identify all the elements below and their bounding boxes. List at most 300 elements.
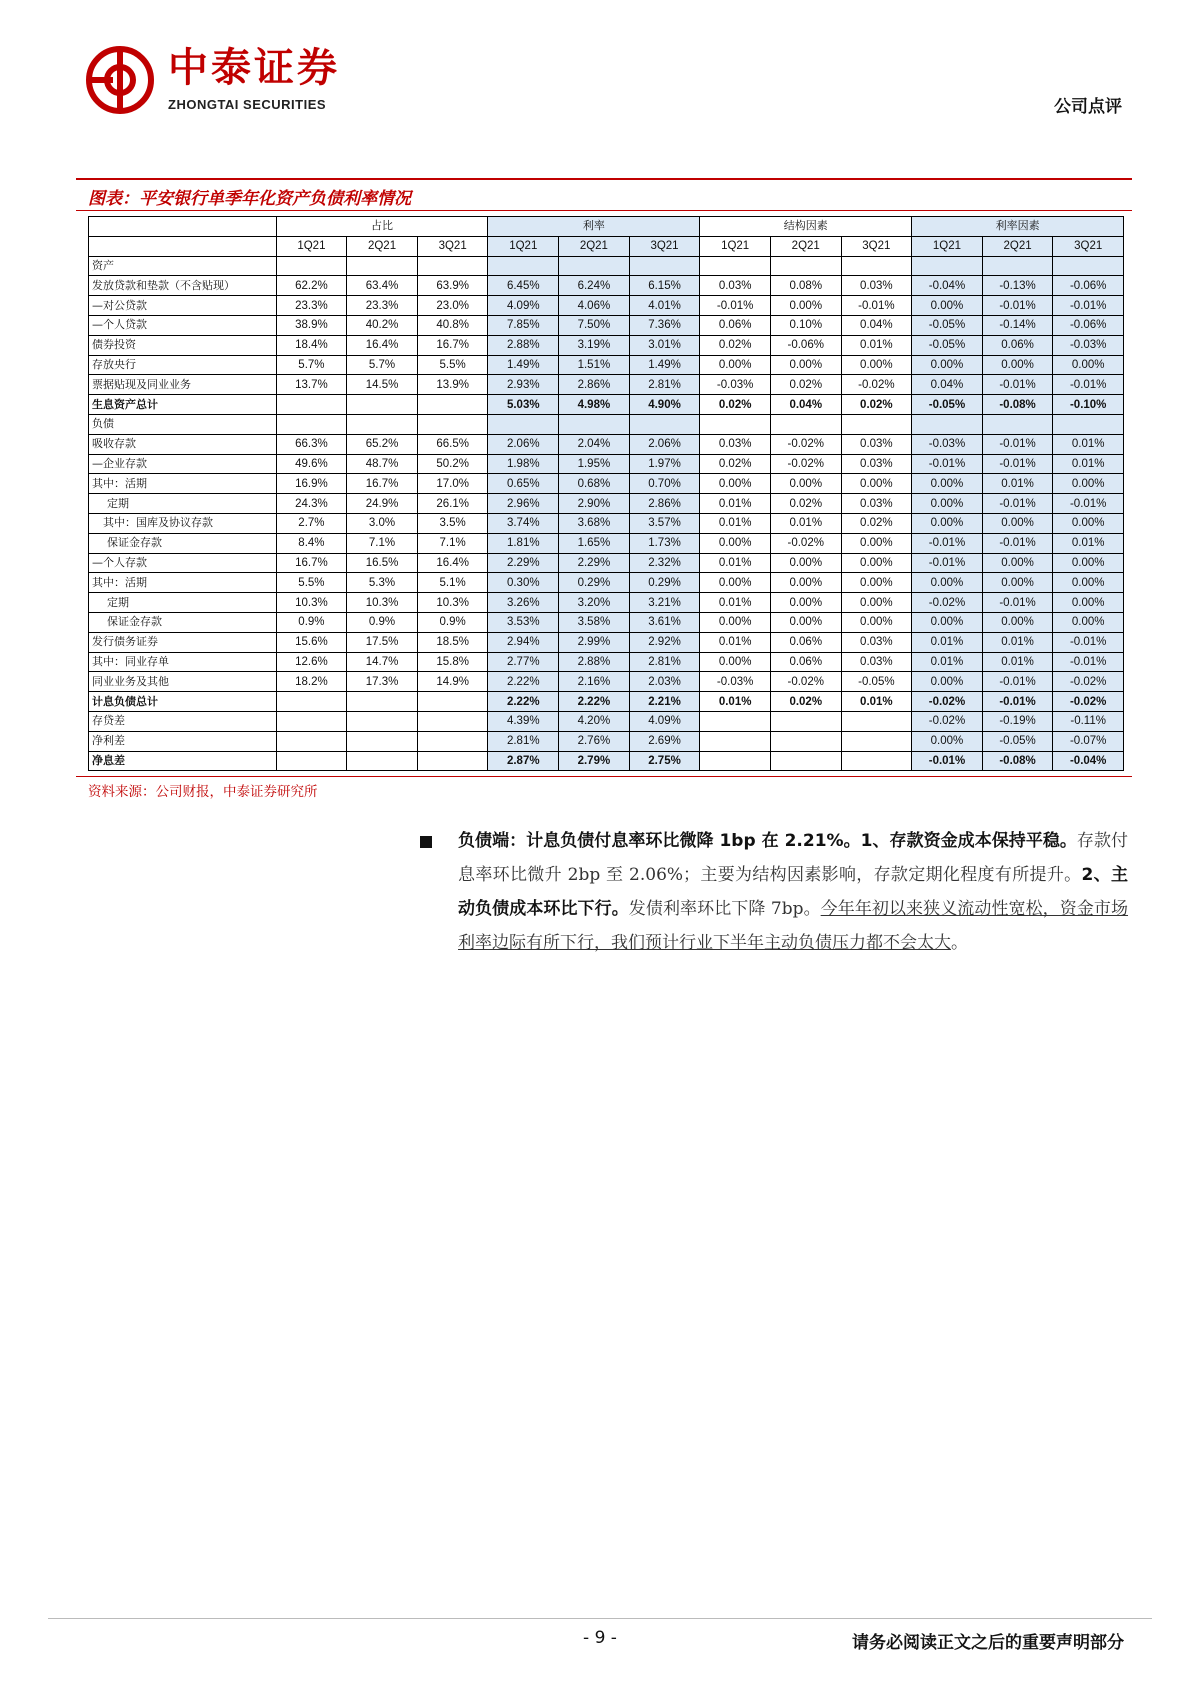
- table-cell: -0.01%: [912, 751, 983, 771]
- table-cell: 2.96%: [488, 494, 559, 514]
- table-cell: [629, 256, 700, 276]
- table-row-label: —对公贷款: [89, 296, 277, 316]
- table-cell: -0.03%: [1053, 335, 1124, 355]
- table-cell: 1.95%: [559, 454, 630, 474]
- table-cell: [347, 256, 418, 276]
- table-cell: -0.05%: [912, 395, 983, 415]
- table-cell: 6.45%: [488, 276, 559, 296]
- company-name-cn: 中泰证券: [168, 45, 340, 91]
- table-cell: 3.74%: [488, 513, 559, 533]
- table-cell: [417, 711, 488, 731]
- table-cell: -0.19%: [982, 711, 1053, 731]
- table-cell: 0.01%: [700, 692, 771, 712]
- table-cell: 50.2%: [417, 454, 488, 474]
- table-cell: -0.04%: [1053, 751, 1124, 771]
- table-cell: [770, 711, 841, 731]
- table-row-label: —企业存款: [89, 454, 277, 474]
- table-cell: 2.7%: [276, 513, 347, 533]
- table-cell: 4.06%: [559, 296, 630, 316]
- table-cell: -0.01%: [982, 692, 1053, 712]
- table-cell: 0.01%: [912, 652, 983, 672]
- table-cell: 40.2%: [347, 315, 418, 335]
- table-cell: 4.39%: [488, 711, 559, 731]
- table-row: [89, 711, 1124, 731]
- table-row: [89, 296, 1124, 316]
- table-cell: -0.01%: [982, 672, 1053, 692]
- para-bold-1: 负债端：计息负债付息率环比微降 1bp 在 2.21%。1、存款资金成本保持平稳。: [458, 831, 1077, 851]
- table-cell: -0.13%: [982, 276, 1053, 296]
- table-cell: 0.01%: [982, 632, 1053, 652]
- table-cell: 24.9%: [347, 494, 418, 514]
- table-quarter-header: 3Q21: [629, 236, 700, 256]
- table-cell: 3.53%: [488, 612, 559, 632]
- table-group-header-row: [89, 217, 1124, 237]
- table-cell: 0.02%: [770, 375, 841, 395]
- table-row: [89, 553, 1124, 573]
- table-cell: 10.3%: [417, 593, 488, 613]
- table-row: [89, 573, 1124, 593]
- table-cell: 0.02%: [700, 395, 771, 415]
- table-cell: -0.01%: [982, 375, 1053, 395]
- table-cell: 5.5%: [417, 355, 488, 375]
- table-cell: 0.00%: [700, 612, 771, 632]
- table-cell: -0.01%: [982, 434, 1053, 454]
- table-cell: 23.0%: [417, 296, 488, 316]
- table-cell: 23.3%: [276, 296, 347, 316]
- table-cell: 0.68%: [559, 474, 630, 494]
- para-end: 。: [951, 933, 968, 953]
- table-cell: 2.87%: [488, 751, 559, 771]
- table-cell: 2.79%: [559, 751, 630, 771]
- table-cell: 66.5%: [417, 434, 488, 454]
- table-cell: 0.00%: [1053, 593, 1124, 613]
- para-text-2: 发债利率环比下降 7bp。: [628, 899, 821, 919]
- table-row: [89, 256, 1124, 276]
- table-cell: 0.00%: [841, 593, 912, 613]
- table-cell: 0.00%: [770, 612, 841, 632]
- table-cell: 10.3%: [276, 593, 347, 613]
- table-cell: 0.00%: [841, 533, 912, 553]
- table-cell: 0.9%: [347, 612, 418, 632]
- table-cell: -0.02%: [1053, 692, 1124, 712]
- table-cell: 5.03%: [488, 395, 559, 415]
- table-cell: 0.00%: [912, 612, 983, 632]
- table-cell: [1053, 256, 1124, 276]
- table-cell: 0.01%: [770, 513, 841, 533]
- table-cell: [770, 414, 841, 434]
- table-cell: 0.10%: [770, 315, 841, 335]
- table-cell: [559, 414, 630, 434]
- table-row: [89, 731, 1124, 751]
- table-cell: 2.22%: [559, 692, 630, 712]
- table-cell: 0.00%: [912, 731, 983, 751]
- table-cell: 0.03%: [841, 632, 912, 652]
- table-cell: [982, 256, 1053, 276]
- company-logo-icon: [86, 46, 154, 114]
- table-row: [89, 474, 1124, 494]
- table-cell: [347, 711, 418, 731]
- table-cell: 0.00%: [841, 355, 912, 375]
- table-cell: [488, 414, 559, 434]
- table-cell: [276, 731, 347, 751]
- table-cell: 2.93%: [488, 375, 559, 395]
- table-cell: 0.00%: [770, 573, 841, 593]
- table-cell: 7.85%: [488, 315, 559, 335]
- table-cell: -0.08%: [982, 395, 1053, 415]
- table-cell: 0.00%: [770, 553, 841, 573]
- table-cell: -0.02%: [841, 375, 912, 395]
- page-number: - 9 -: [583, 1628, 617, 1648]
- table-cell: 2.88%: [559, 652, 630, 672]
- table-cell: 0.01%: [700, 632, 771, 652]
- table-cell: 0.00%: [1053, 513, 1124, 533]
- table-cell: 3.21%: [629, 593, 700, 613]
- table-cell: [770, 731, 841, 751]
- table-cell: [700, 751, 771, 771]
- table-cell: 0.00%: [700, 355, 771, 375]
- table-cell: 2.04%: [559, 434, 630, 454]
- table-group-header: 利率因素: [912, 217, 1124, 237]
- table-cell: 0.70%: [629, 474, 700, 494]
- table-cell: 0.03%: [841, 276, 912, 296]
- table-cell: 0.00%: [912, 672, 983, 692]
- table-cell: -0.01%: [982, 454, 1053, 474]
- table-row-label: —个人贷款: [89, 315, 277, 335]
- table-cell: -0.06%: [1053, 276, 1124, 296]
- table-row-label: 发行债务证券: [89, 632, 277, 652]
- table-cell: 16.4%: [347, 335, 418, 355]
- table-cell: 18.5%: [417, 632, 488, 652]
- table-cell: -0.05%: [841, 672, 912, 692]
- table-cell: 2.75%: [629, 751, 700, 771]
- table-cell: [841, 751, 912, 771]
- table-cell: 7.1%: [347, 533, 418, 553]
- table-cell: 2.77%: [488, 652, 559, 672]
- table-cell: [770, 751, 841, 771]
- table-cell: 0.00%: [770, 593, 841, 613]
- table-cell: 0.00%: [982, 513, 1053, 533]
- table-cell: 2.92%: [629, 632, 700, 652]
- table-cell: -0.01%: [982, 533, 1053, 553]
- figure-title: 图表：平安银行单季年化资产负债利率情况: [88, 189, 411, 209]
- para-text-1: 存款付息率环比微升 2bp 至 2.06%；主要为结构因素影响，存款定期化程度有所提升。: [458, 831, 1128, 885]
- table-cell: [700, 256, 771, 276]
- table-row-label: 发放贷款和垫款（不含贴现）: [89, 276, 277, 296]
- table-cell: [417, 731, 488, 751]
- table-cell: 6.15%: [629, 276, 700, 296]
- table-cell: 63.4%: [347, 276, 418, 296]
- table-cell: 1.73%: [629, 533, 700, 553]
- table-cell: -0.01%: [912, 454, 983, 474]
- table-cell: 14.9%: [417, 672, 488, 692]
- footer-rule: [48, 1618, 1152, 1619]
- table-row: [89, 751, 1124, 771]
- table-row: [89, 335, 1124, 355]
- table-cell: 0.06%: [700, 315, 771, 335]
- table-cell: [841, 731, 912, 751]
- table-cell: -0.02%: [770, 434, 841, 454]
- table-cell: 0.29%: [629, 573, 700, 593]
- table-cell: -0.02%: [770, 454, 841, 474]
- table-cell: 3.20%: [559, 593, 630, 613]
- table-cell: [982, 414, 1053, 434]
- table-cell: [276, 395, 347, 415]
- table-cell: 0.00%: [770, 355, 841, 375]
- table-cell: 0.01%: [700, 494, 771, 514]
- table-cell: 8.4%: [276, 533, 347, 553]
- rate-table-container: [88, 216, 1124, 771]
- table-cell: 2.86%: [629, 494, 700, 514]
- table-group-header: 结构因素: [700, 217, 912, 237]
- table-cell: 17.5%: [347, 632, 418, 652]
- table-cell: 2.81%: [629, 375, 700, 395]
- table-cell: 62.2%: [276, 276, 347, 296]
- table-cell: 18.4%: [276, 335, 347, 355]
- document-type: 公司点评: [1054, 97, 1122, 117]
- table-cell: 4.20%: [559, 711, 630, 731]
- table-cell: 17.0%: [417, 474, 488, 494]
- table-cell: 6.24%: [559, 276, 630, 296]
- table-cell: 0.00%: [841, 553, 912, 573]
- table-cell: 0.00%: [982, 612, 1053, 632]
- table-cell: -0.01%: [982, 593, 1053, 613]
- table-cell: 2.90%: [559, 494, 630, 514]
- table-cell: [841, 414, 912, 434]
- table-cell: 0.30%: [488, 573, 559, 593]
- table-row: [89, 355, 1124, 375]
- table-cell: 2.86%: [559, 375, 630, 395]
- table-row-label: 同业业务及其他: [89, 672, 277, 692]
- table-cell: 23.3%: [347, 296, 418, 316]
- table-cell: [276, 711, 347, 731]
- table-cell: 3.01%: [629, 335, 700, 355]
- table-cell: -0.06%: [1053, 315, 1124, 335]
- table-cell: 24.3%: [276, 494, 347, 514]
- table-cell: 2.81%: [488, 731, 559, 751]
- table-quarter-header: 1Q21: [276, 236, 347, 256]
- table-cell: -0.01%: [982, 494, 1053, 514]
- table-cell: 0.00%: [912, 296, 983, 316]
- table-cell: [417, 414, 488, 434]
- table-row-label: 保证金存款: [89, 612, 277, 632]
- table-cell: 0.01%: [700, 513, 771, 533]
- table-cell: 0.03%: [841, 652, 912, 672]
- para-bold-2: 2、主动负债成本环比下行。: [458, 865, 1128, 919]
- table-cell: 3.61%: [629, 612, 700, 632]
- table-quarter-header: 2Q21: [347, 236, 418, 256]
- table-cell: 0.01%: [982, 474, 1053, 494]
- table-cell: 4.90%: [629, 395, 700, 415]
- table-cell: 0.03%: [841, 454, 912, 474]
- table-cell: -0.01%: [912, 553, 983, 573]
- table-cell: -0.01%: [841, 296, 912, 316]
- table-cell: 0.01%: [1053, 434, 1124, 454]
- table-cell: 2.03%: [629, 672, 700, 692]
- table-cell: 1.81%: [488, 533, 559, 553]
- table-cell: 2.22%: [488, 692, 559, 712]
- table-row: [89, 434, 1124, 454]
- table-group-header: 占比: [276, 217, 488, 237]
- table-cell: -0.10%: [1053, 395, 1124, 415]
- table-cell: 63.9%: [417, 276, 488, 296]
- table-row: [89, 395, 1124, 415]
- table-cell: -0.03%: [700, 375, 771, 395]
- table-cell: 5.1%: [417, 573, 488, 593]
- table-cell: 0.06%: [982, 335, 1053, 355]
- table-cell: [841, 256, 912, 276]
- table-cell: 5.7%: [347, 355, 418, 375]
- table-cell: 66.3%: [276, 434, 347, 454]
- table-cell: -0.02%: [770, 533, 841, 553]
- table-cell: 16.7%: [347, 474, 418, 494]
- table-cell: 1.49%: [629, 355, 700, 375]
- table-cell: 1.98%: [488, 454, 559, 474]
- table-cell: 2.29%: [488, 553, 559, 573]
- table-cell: [770, 256, 841, 276]
- table-row: [89, 513, 1124, 533]
- table-cell: 2.29%: [559, 553, 630, 573]
- table-cell: 0.01%: [912, 632, 983, 652]
- table-cell: [347, 751, 418, 771]
- table-cell: 16.7%: [276, 553, 347, 573]
- table-cell: 0.06%: [770, 652, 841, 672]
- table-row: [89, 414, 1124, 434]
- table-cell: -0.02%: [912, 593, 983, 613]
- table-group-header: 利率: [488, 217, 700, 237]
- table-cell: [841, 711, 912, 731]
- table-cell: [347, 692, 418, 712]
- table-cell: [912, 414, 983, 434]
- table-cell: 10.3%: [347, 593, 418, 613]
- table-row-label: 其中：国库及协议存款: [89, 513, 277, 533]
- table-cell: 3.5%: [417, 513, 488, 533]
- table-cell: [1053, 414, 1124, 434]
- table-row-label: 资产: [89, 256, 277, 276]
- table-cell: 65.2%: [347, 434, 418, 454]
- table-cell: 0.00%: [700, 474, 771, 494]
- table-cell: [276, 414, 347, 434]
- table-cell: 14.7%: [347, 652, 418, 672]
- table-quarter-header: 1Q21: [700, 236, 771, 256]
- table-cell: -0.05%: [912, 315, 983, 335]
- table-cell: -0.02%: [912, 711, 983, 731]
- table-cell: 16.9%: [276, 474, 347, 494]
- table-cell: 1.51%: [559, 355, 630, 375]
- table-cell: 0.02%: [770, 692, 841, 712]
- table-cell: 0.08%: [770, 276, 841, 296]
- figure-title-top-rule: [76, 178, 1132, 180]
- table-cell: 0.02%: [841, 395, 912, 415]
- table-cell: 0.9%: [276, 612, 347, 632]
- table-cell: [276, 256, 347, 276]
- table-row: [89, 632, 1124, 652]
- table-cell: 2.06%: [488, 434, 559, 454]
- table-row-label: 定期: [89, 593, 277, 613]
- table-cell: 2.69%: [629, 731, 700, 751]
- table-cell: 0.00%: [912, 513, 983, 533]
- table-cell: 13.9%: [417, 375, 488, 395]
- table-cell: [488, 256, 559, 276]
- table-cell: 1.97%: [629, 454, 700, 474]
- table-cell: 0.02%: [770, 494, 841, 514]
- table-cell: 0.02%: [841, 513, 912, 533]
- table-quarter-header-row: [89, 236, 1124, 256]
- table-row: [89, 454, 1124, 474]
- table-row-label: 其中：活期: [89, 474, 277, 494]
- disclaimer-note: 请务必阅读正文之后的重要声明部分: [852, 1633, 1124, 1653]
- table-cell: 0.00%: [982, 553, 1053, 573]
- table-cell: [700, 711, 771, 731]
- table-cell: 16.5%: [347, 553, 418, 573]
- table-cell: 7.36%: [629, 315, 700, 335]
- table-cell: 0.9%: [417, 612, 488, 632]
- table-quarter-header: 1Q21: [912, 236, 983, 256]
- table-cell: -0.14%: [982, 315, 1053, 335]
- table-cell: 0.04%: [841, 315, 912, 335]
- table-cell: 7.50%: [559, 315, 630, 335]
- table-cell: 5.3%: [347, 573, 418, 593]
- table-cell: 2.32%: [629, 553, 700, 573]
- table-cell: 4.01%: [629, 296, 700, 316]
- table-quarter-header: 3Q21: [841, 236, 912, 256]
- table-cell: 2.99%: [559, 632, 630, 652]
- table-cell: 0.01%: [841, 692, 912, 712]
- table-cell: 5.5%: [276, 573, 347, 593]
- table-cell: 4.09%: [488, 296, 559, 316]
- table-cell: 0.00%: [912, 573, 983, 593]
- table-cell: 49.6%: [276, 454, 347, 474]
- table-cell: 0.65%: [488, 474, 559, 494]
- table-cell: 3.26%: [488, 593, 559, 613]
- table-cell: [700, 414, 771, 434]
- table-cell: 0.00%: [1053, 553, 1124, 573]
- table-cell: [347, 731, 418, 751]
- table-row-label: 定期: [89, 494, 277, 514]
- table-cell: 0.00%: [912, 355, 983, 375]
- table-cell: 15.8%: [417, 652, 488, 672]
- table-cell: 5.7%: [276, 355, 347, 375]
- table-cell: 1.65%: [559, 533, 630, 553]
- table-cell: -0.05%: [982, 731, 1053, 751]
- table-cell: 2.16%: [559, 672, 630, 692]
- table-row-label: 存放央行: [89, 355, 277, 375]
- table-cell: 2.81%: [629, 652, 700, 672]
- table-cell: 0.01%: [982, 652, 1053, 672]
- table-cell: 2.06%: [629, 434, 700, 454]
- table-cell: 2.76%: [559, 731, 630, 751]
- table-row-label: 负债: [89, 414, 277, 434]
- table-row-label: 其中：同业存单: [89, 652, 277, 672]
- table-cell: 14.5%: [347, 375, 418, 395]
- table-cell: 0.03%: [841, 434, 912, 454]
- table-cell: -0.01%: [1053, 375, 1124, 395]
- table-cell: [276, 692, 347, 712]
- table-cell: -0.06%: [770, 335, 841, 355]
- table-cell: 0.00%: [912, 494, 983, 514]
- table-cell: 0.00%: [841, 612, 912, 632]
- table-cell: 0.00%: [700, 652, 771, 672]
- table-cell: 0.01%: [841, 335, 912, 355]
- company-name-en: ZHONGTAI SECURITIES: [168, 97, 327, 112]
- table-cell: 0.01%: [700, 593, 771, 613]
- table-cell: 2.21%: [629, 692, 700, 712]
- table-cell: 0.00%: [1053, 355, 1124, 375]
- table-cell: [417, 256, 488, 276]
- table-cell: 0.03%: [700, 276, 771, 296]
- table-quarter-header: 2Q21: [982, 236, 1053, 256]
- table-quarter-header: 2Q21: [770, 236, 841, 256]
- table-cell: -0.03%: [912, 434, 983, 454]
